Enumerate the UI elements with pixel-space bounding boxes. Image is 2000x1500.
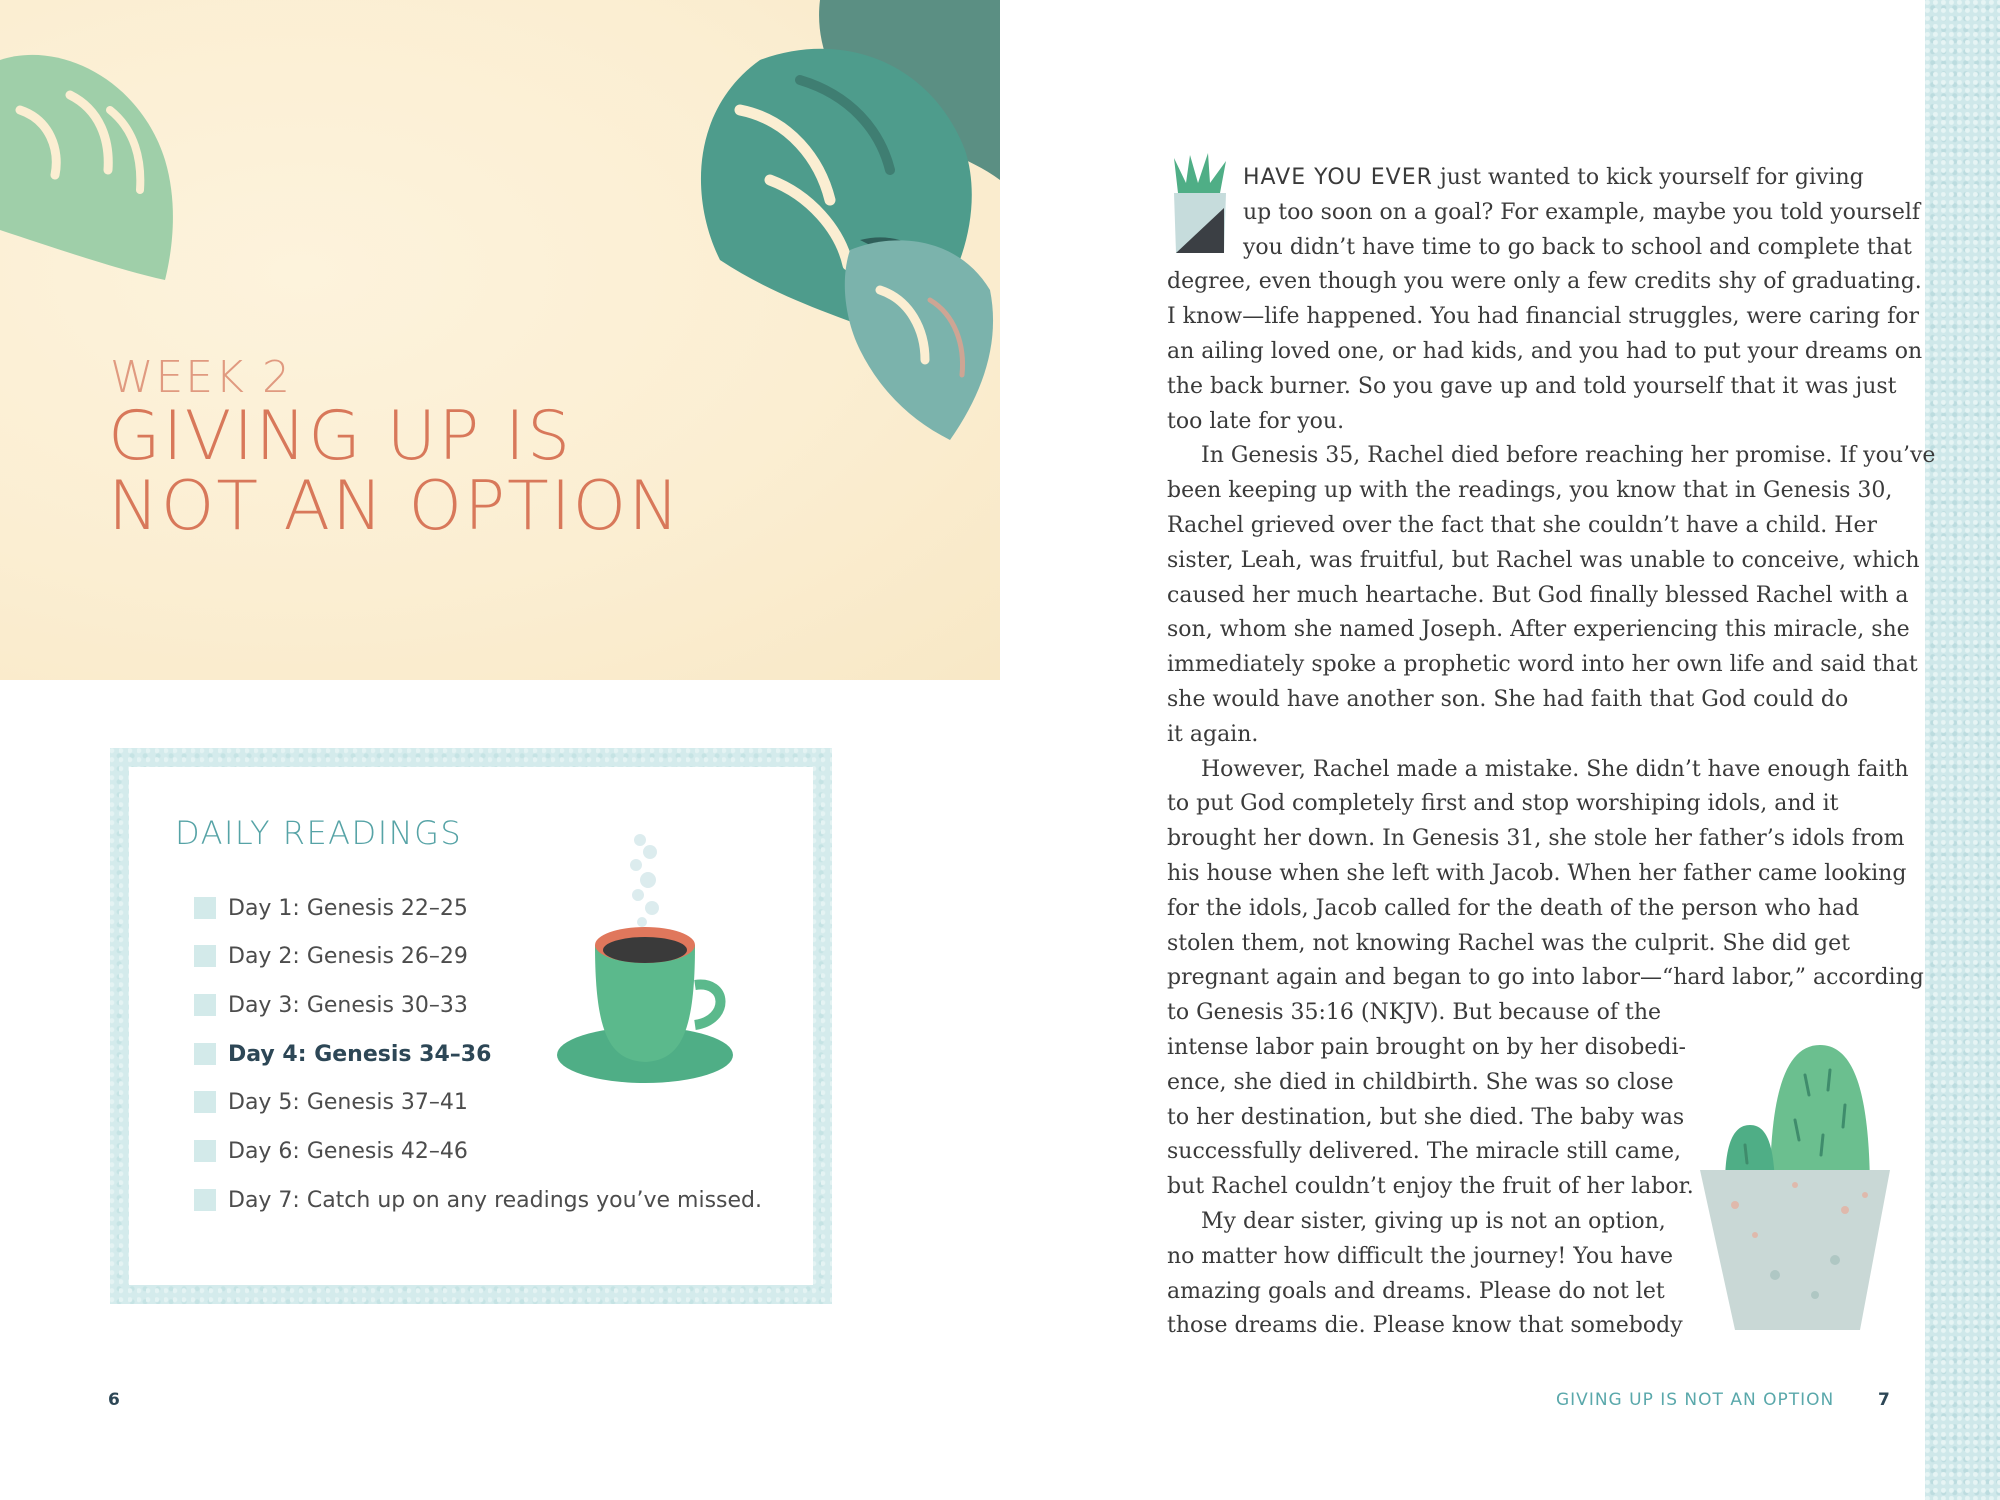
text-line: to put God completely first and stop worshiping idols, and it [1167, 791, 1839, 817]
left-monstera-leaf [0, 55, 173, 280]
daily-readings-heading: DAILY READINGS [175, 814, 463, 852]
week-label: WEEK 2 [110, 352, 292, 403]
reading-item-day-7[interactable] [194, 1185, 762, 1215]
text-line: intense labor pain brought on by her disobedi- [1167, 1034, 1686, 1060]
text-line: the back burner. So you gave up and told yourself that it was just [1167, 373, 1897, 399]
reading-label: Day 4: Genesis 34–36 [228, 1041, 492, 1067]
checkbox[interactable] [194, 994, 216, 1016]
text-line: those dreams die. Please know that somebody [1167, 1313, 1683, 1339]
text-line: However, Rachel made a mistake. She didn’t have enough faith [1201, 756, 1909, 782]
text-line-content: just wanted to kick yourself for giving [1432, 165, 1864, 190]
text-line: amazing goals and dreams. Please do not let [1167, 1278, 1665, 1304]
text-line: been keeping up with the readings, you know that in Genesis 30, [1167, 478, 1893, 504]
page-number-right: 7 [1878, 1390, 1890, 1410]
chapter-title-line-1: GIVING UP IS [108, 397, 573, 476]
running-footer-title: GIVING UP IS NOT AN OPTION [1556, 1390, 1835, 1410]
reading-label: Day 3: Genesis 30–33 [228, 992, 468, 1018]
reading-item-day-2[interactable] [194, 941, 468, 971]
chapter-title-line-2: NOT AN OPTION [108, 467, 682, 546]
text-line: son, whom she named Joseph. After experiencing this miracle, she [1167, 617, 1910, 643]
cactus-plant-icon [1695, 1035, 1895, 1340]
reading-label: Day 2: Genesis 26–29 [228, 943, 468, 969]
lead-in: HAVE YOU EVER [1243, 165, 1433, 190]
reading-item-day-6[interactable] [194, 1136, 468, 1166]
text-line: Rachel grieved over the fact that she couldn’t have a child. Her [1167, 512, 1878, 538]
reading-item-day-4[interactable] [194, 1039, 491, 1069]
text-line: his house when she left with Jacob. When her father came looking [1167, 860, 1907, 886]
text-line: ence, she died in childbirth. She was so close [1167, 1069, 1674, 1095]
reading-item-day-5[interactable] [194, 1087, 468, 1117]
chapter-hero [0, 0, 1000, 680]
reading-label: Day 5: Genesis 37–41 [228, 1089, 468, 1115]
checkbox[interactable] [194, 1043, 216, 1065]
text-line: brought her down. In Genesis 31, she stole her father’s idols from [1167, 826, 1905, 852]
checkbox[interactable] [194, 945, 216, 967]
text-line [1167, 161, 1907, 196]
right-monstera-leaf [701, 0, 1000, 440]
text-line: caused her much heartache. But God finally blessed Rachel with a [1167, 582, 1909, 608]
text-line: to her destination, but she died. The baby was [1167, 1104, 1685, 1130]
text-line: pregnant again and began to go into labor—“hard labor,” according [1167, 965, 1924, 991]
monstera-leaves-illustration [0, 0, 1000, 680]
checkbox[interactable] [194, 1091, 216, 1113]
text-line: successfully delivered. The miracle still came, [1167, 1139, 1682, 1165]
text-line: she would have another son. She had faith that God could do [1167, 686, 1849, 712]
reading-label: Day 6: Genesis 42–46 [228, 1138, 468, 1164]
text-line: My dear sister, giving up is not an option, [1201, 1208, 1666, 1234]
text-line: I know—life happened. You had financial struggles, were caring for [1167, 304, 1920, 330]
text-line: degree, even though you were only a few credits shy of graduating. [1167, 269, 1922, 295]
text-line: sister, Leah, was fruitful, but Rachel was unable to conceive, which [1167, 547, 1920, 573]
text-line: you didn’t have time to go back to school and complete that [1243, 234, 1912, 260]
text-line: an ailing loved one, or had kids, and you had to put your dreams on [1167, 338, 1923, 364]
decorative-edge-strip [1925, 0, 2000, 1500]
text-line: stolen them, not knowing Rachel was the culprit. She did get [1167, 930, 1850, 956]
reading-item-day-3[interactable] [194, 990, 468, 1020]
coffee-cup-icon [550, 820, 750, 1100]
text-line: but Rachel couldn’t enjoy the fruit of her labor. [1167, 1174, 1694, 1200]
text-line: too late for you. [1167, 408, 1345, 434]
reading-label: Day 1: Genesis 22–25 [228, 895, 468, 921]
text-line: to Genesis 35:16 (NKJV). But because of the [1167, 1000, 1662, 1026]
text-line: In Genesis 35, Rachel died before reaching her promise. If you’ve [1201, 443, 1936, 469]
text-line: for the idols, Jacob called for the death of the person who had [1167, 895, 1860, 921]
reading-label: Day 7: Catch up on any readings you’ve missed. [228, 1187, 763, 1213]
checkbox[interactable] [194, 897, 216, 919]
text-line: up too soon on a goal? For example, maybe you told yourself [1243, 199, 1921, 225]
checkbox[interactable] [194, 1140, 216, 1162]
text-line: immediately spoke a prophetic word into her own life and said that [1167, 652, 1918, 678]
reading-item-day-1[interactable] [194, 893, 468, 923]
text-line: no matter how difficult the journey! You have [1167, 1243, 1673, 1269]
checkbox[interactable] [194, 1189, 216, 1211]
text-line: it again. [1167, 721, 1259, 747]
chapter-title [108, 397, 748, 546]
page-number-left: 6 [108, 1390, 120, 1410]
